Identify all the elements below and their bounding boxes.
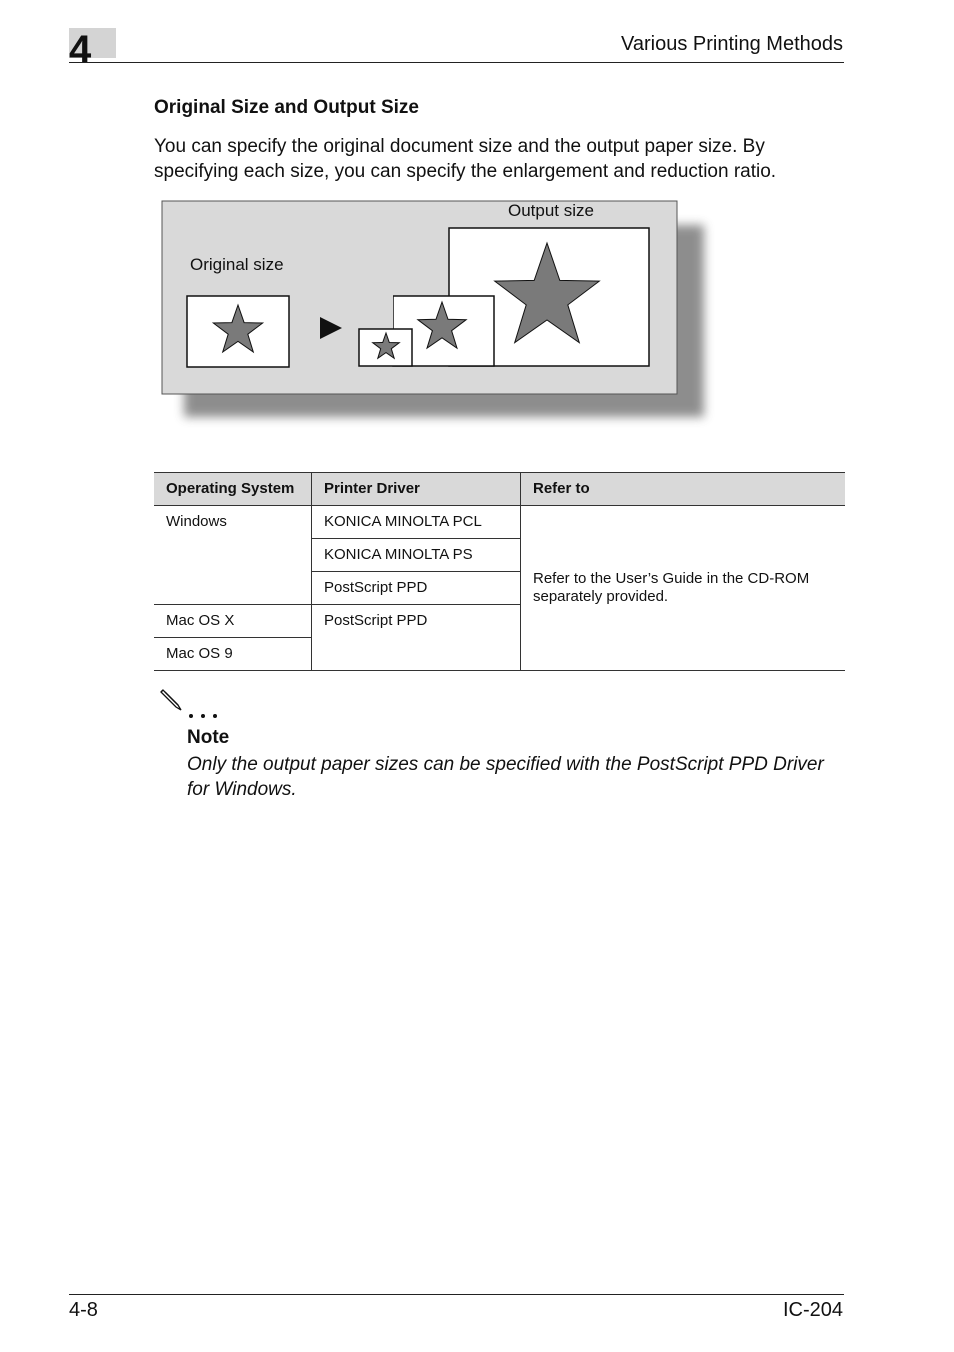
driver-table [154, 472, 845, 671]
table-row [154, 506, 845, 539]
col-header-os: Operating System [154, 473, 312, 506]
note-title: Note [187, 727, 230, 748]
col-header-refer: Refer to [521, 473, 846, 506]
size-diagram-graphic [160, 199, 720, 429]
original-size-label: Original size [190, 255, 284, 274]
intro-paragraph: You can specify the original document size and the output paper size. By specifying each size, you can specify the enlargement and reduction ratio. [154, 136, 777, 182]
chapter-number: 4 [69, 28, 92, 72]
note-text: Only the output paper sizes can be specified with the PostScript PPD Driver for Windows. [187, 754, 824, 800]
refer-cell: Refer to the User’s Guide in the CD-ROM separately provided. [521, 506, 846, 671]
size-diagram [160, 199, 720, 429]
pencil-icon [156, 688, 226, 722]
header-title: Various Printing Methods [621, 33, 843, 55]
driver-cell: PostScript PPD [312, 605, 521, 671]
header-divider [69, 62, 844, 63]
output-size-label: Output size [508, 201, 594, 220]
page-number: 4-8 [69, 1299, 98, 1321]
driver-cell: PostScript PPD [312, 572, 521, 605]
driver-cell: KONICA MINOLTA PS [312, 539, 521, 572]
os-cell-macosx: Mac OS X [154, 605, 312, 638]
footer-divider [69, 1294, 844, 1295]
section-title: Original Size and Output Size [154, 97, 419, 118]
col-header-driver: Printer Driver [312, 473, 521, 506]
os-cell-windows: Windows [154, 506, 312, 605]
table-header-row [154, 473, 845, 506]
os-cell-macos9: Mac OS 9 [154, 638, 312, 671]
driver-cell: KONICA MINOLTA PCL [312, 506, 521, 539]
model-name: IC-204 [782, 1299, 843, 1321]
